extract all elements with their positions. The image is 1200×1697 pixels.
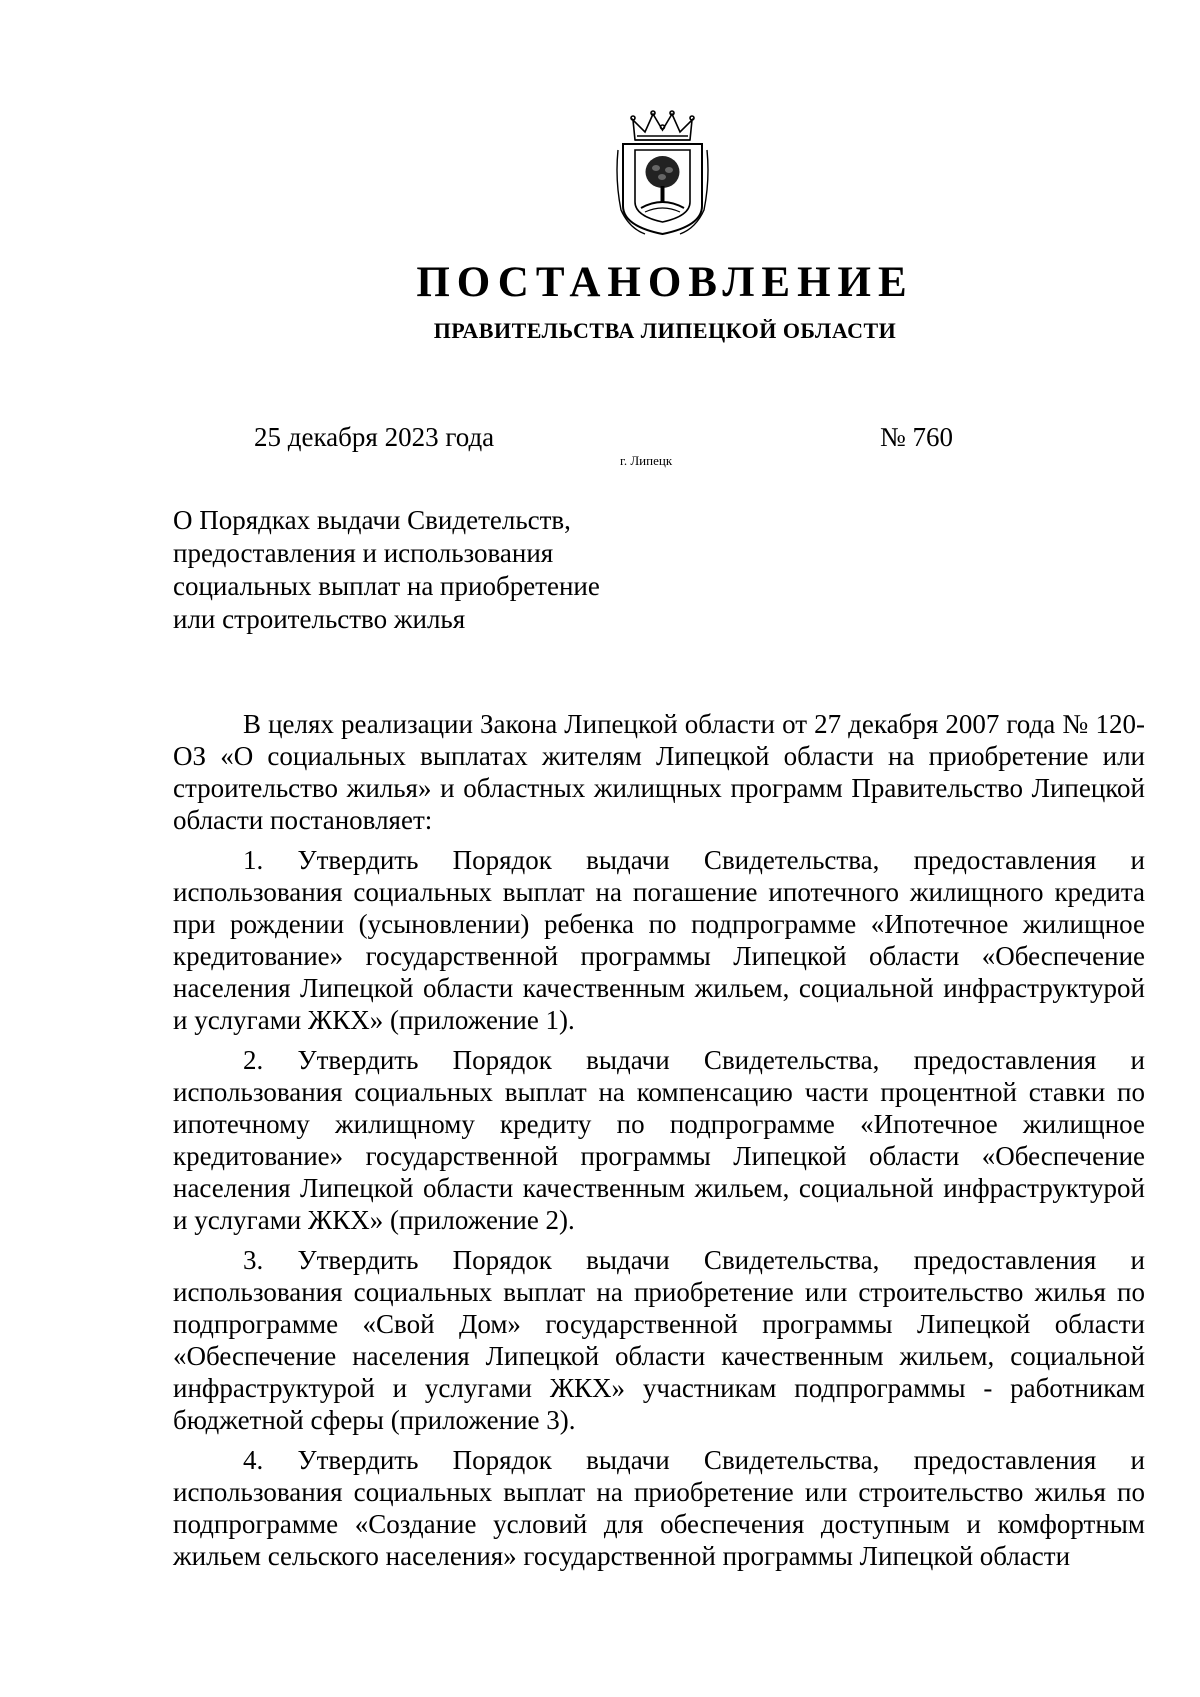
document-title: ПОСТАНОВЛЕНИЕ <box>416 259 914 306</box>
heading-line: социальных выплат на приобретение <box>173 571 600 601</box>
document-heading <box>173 504 653 636</box>
document-subtitle: ПРАВИТЕЛЬСТВА ЛИПЕЦКОЙ ОБЛАСТИ <box>433 318 897 343</box>
preamble-paragraph: В целях реализации Закона Липецкой области от 27 декабря 2007 года № 120-ОЗ «О социальных выплатах жителям Липецкой области на приобретение или строительство жилья» и областных жилищных программ Правительство Липецкой области постановляет: <box>173 709 1145 835</box>
document-number: № 760 <box>880 422 954 452</box>
heading-line: или строительство жилья <box>173 604 466 634</box>
clause-2-paragraph: 2. Утвердить Порядок выдачи Свидетельства, предоставления и использования социальных выплат на компенсацию части процентной ставки по ипотечному жилищному кредиту по подпрограмме «Ипотечное жилищное кредитование» государственной программы Липецкой области «Обеспечение населения Липецкой области качественным жильем, социальной инфраструктурой и услугами ЖКХ» (приложение 2). <box>173 1045 1145 1235</box>
lipetsk-coat-of-arms-icon <box>615 110 710 238</box>
document-body <box>173 708 1145 1580</box>
document-city: г. Липецк <box>620 453 673 468</box>
clause-3-paragraph: 3. Утвердить Порядок выдачи Свидетельства, предоставления и использования социальных выплат на приобретение или строительство жилья по подпрограмме «Свой Дом» государственной программы Липецкой области «Обеспечение населения Липецкой области качественным жильем, социальной инфраструктурой и услугами ЖКХ» участникам подпрограммы - работникам бюджетной сферы (приложение 3). <box>173 1245 1145 1435</box>
clause-4-paragraph: 4. Утвердить Порядок выдачи Свидетельства, предоставления и использования социальных выплат на приобретение или строительство жилья по подпрограмме «Создание условий для обеспечения доступным и комфортным жильем сельского населения» государственной программы Липецкой области <box>173 1445 1145 1571</box>
heading-line: предоставления и использования <box>173 538 554 568</box>
document-date: 25 декабря 2023 года <box>254 422 495 452</box>
clause-1-paragraph: 1. Утвердить Порядок выдачи Свидетельства, предоставления и использования социальных выплат на погашение ипотечного жилищного кредита при рождении (усыновлении) ребенка по подпрограмме «Ипотечное жилищное кредитование» государственной программы Липецкой области «Обеспечение населения Липецкой области качественным жильем, социальной инфраструктурой и услугами ЖКХ» (приложение 1). <box>173 845 1145 1035</box>
heading-line: О Порядках выдачи Свидетельств, <box>173 505 571 535</box>
